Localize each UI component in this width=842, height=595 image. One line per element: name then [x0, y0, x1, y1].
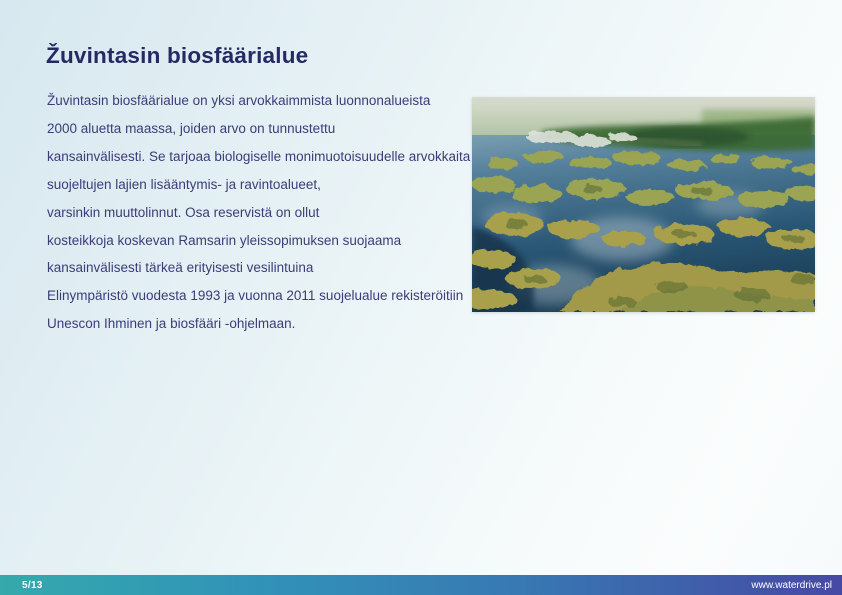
body-line: Unescon Ihminen ja biosfääri -ohjelmaan. — [47, 316, 296, 332]
page-number: 5/13 — [22, 579, 43, 591]
body-paragraph — [47, 87, 470, 338]
body-line: Žuvintasin biosfäärialue on yksi arvokkaimmista luonnonalueista — [47, 93, 431, 108]
body-line: suojeltujen lajien lisääntymis- ja ravintoalueet, — [47, 176, 321, 192]
body-line: kosteikkoja koskevan Ramsarin yleissopimuksen suojaama — [47, 232, 402, 248]
footer-bar — [0, 575, 842, 595]
website-url: www.waterdrive.pl — [751, 579, 832, 591]
body-line: Elinympäristö vuodesta 1993 ja vuonna 2011 suojelualue rekisteröitiin — [47, 288, 464, 304]
body-line: 2000 aluetta maassa, joiden arvo on tunnustettu — [47, 120, 336, 136]
body-line: kansainvälisesti tärkeä erityisesti vesilintuina — [47, 260, 314, 276]
body-line: varsinkin muuttolinnut. Osa reservistä on ollut — [47, 204, 320, 220]
body-line: kansainvälisesti. Se tarjoaa biologiselle monimuotoisuudelle arvokkaita — [47, 148, 471, 164]
wetland-aerial-photo — [472, 97, 815, 312]
page-title: Žuvintasin biosfäärialue — [46, 43, 309, 68]
